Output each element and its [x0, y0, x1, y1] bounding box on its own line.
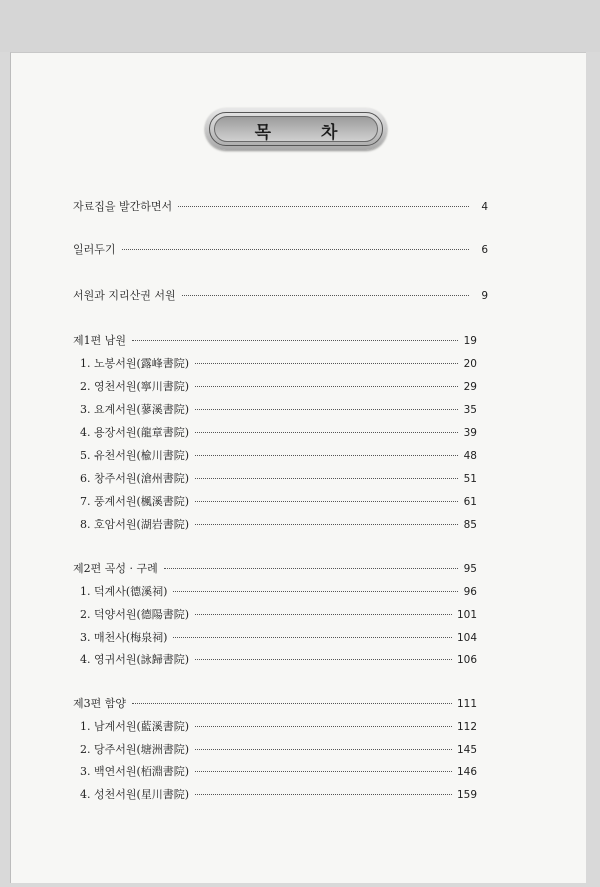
toc-label: 6. 창주서원(滄州書院): [80, 472, 190, 485]
toc-page-number: 6: [481, 244, 488, 256]
dot-leader: [164, 568, 458, 569]
toc-page-number: 48: [463, 450, 477, 462]
toc-label: 1. 남계서원(藍溪書院): [80, 720, 190, 733]
toc-page-number: 96: [463, 586, 477, 598]
toc-entry[interactable]: [73, 289, 488, 303]
toc-page-number: 85: [463, 519, 477, 531]
toc-entry[interactable]: [80, 518, 477, 532]
dot-leader: [195, 614, 452, 615]
toc-entry[interactable]: [80, 720, 477, 734]
toc-label: 서원과 지리산권 서원: [73, 289, 176, 302]
dot-leader: [178, 206, 469, 207]
toc-entry[interactable]: [80, 495, 477, 509]
toc-page-number: 29: [463, 381, 477, 393]
dot-leader: [195, 363, 458, 364]
toc-page-number: 4: [481, 201, 488, 213]
toc-entry[interactable]: [80, 653, 477, 667]
toc-page-number: 146: [456, 766, 477, 778]
toc-page-number: 111: [456, 698, 477, 710]
toc-label: 2. 덕양서원(德陽書院): [80, 608, 190, 621]
dot-leader: [195, 409, 458, 410]
dot-leader: [195, 478, 458, 479]
dot-leader: [195, 501, 458, 502]
toc-label: 5. 유천서원(楡川書院): [80, 449, 190, 462]
toc-label: 제1편 남원: [73, 334, 126, 347]
toc-label: 1. 덕계사(德溪祠): [80, 585, 168, 598]
toc-page-number: 19: [463, 335, 477, 347]
toc-label: 3. 요계서원(蓼溪書院): [80, 403, 190, 416]
toc-label: 2. 영천서원(寧川書院): [80, 380, 190, 393]
toc-label: 2. 당주서원(塘洲書院): [80, 743, 190, 756]
toc-entry[interactable]: [80, 357, 477, 371]
toc-label: 3. 매천사(梅泉祠): [80, 631, 168, 644]
dot-leader: [195, 524, 458, 525]
toc-entry[interactable]: [73, 243, 488, 257]
toc-title-badge: [205, 108, 387, 150]
toc-page-number: 51: [463, 473, 477, 485]
toc-entry[interactable]: [80, 449, 477, 463]
toc-entry[interactable]: [80, 403, 477, 417]
toc-label: 1. 노봉서원(露峰書院): [80, 357, 190, 370]
dot-leader: [132, 703, 452, 704]
toc-page-number: 61: [463, 496, 477, 508]
toc-part-heading[interactable]: [73, 697, 477, 711]
dot-leader: [173, 637, 452, 638]
toc-entry[interactable]: [80, 765, 477, 779]
toc-page-number: 9: [481, 290, 488, 302]
page-title: 목 차: [254, 123, 360, 143]
dot-leader: [132, 340, 458, 341]
toc-page-number: 35: [463, 404, 477, 416]
dot-leader: [173, 591, 458, 592]
toc-part-heading[interactable]: [73, 334, 477, 348]
toc-label: 제2편 곡성 · 구례: [73, 562, 158, 575]
toc-part-heading[interactable]: [73, 562, 477, 576]
toc-entry[interactable]: [80, 585, 477, 599]
document-page: [10, 52, 586, 883]
toc-label: 4. 성천서원(星川書院): [80, 788, 190, 801]
toc-entry[interactable]: [80, 788, 477, 802]
toc-label: 일러두기: [73, 243, 116, 256]
toc-label: 제3편 함양: [73, 697, 126, 710]
dot-leader: [195, 794, 452, 795]
toc-page-number: 101: [456, 609, 477, 621]
dot-leader: [195, 386, 458, 387]
dot-leader: [122, 249, 469, 250]
toc-page-number: 159: [456, 789, 477, 801]
toc-page-number: 145: [456, 744, 477, 756]
toc-page-number: 39: [463, 427, 477, 439]
toc-entry[interactable]: [80, 608, 477, 622]
toc-label: 8. 호암서원(湖岩書院): [80, 518, 190, 531]
dot-leader: [195, 432, 458, 433]
toc-label: 3. 백연서원(栢淵書院): [80, 765, 190, 778]
toc-label: 7. 풍계서원(楓溪書院): [80, 495, 190, 508]
toc-entry[interactable]: [80, 743, 477, 757]
toc-page-number: 95: [463, 563, 477, 575]
dot-leader: [195, 771, 452, 772]
toc-entry[interactable]: [80, 380, 477, 394]
dot-leader: [195, 659, 452, 660]
toc-page-number: 104: [456, 632, 477, 644]
toc-label: 4. 용장서원(龍章書院): [80, 426, 190, 439]
toc-entry[interactable]: [80, 631, 477, 645]
toc-entry[interactable]: [80, 426, 477, 440]
dot-leader: [182, 295, 469, 296]
dot-leader: [195, 749, 452, 750]
toc-page-number: 106: [456, 654, 477, 666]
dot-leader: [195, 455, 458, 456]
toc-entry[interactable]: [80, 472, 477, 486]
toc-page-number: 112: [456, 721, 477, 733]
scan-background: [0, 0, 600, 52]
toc-page-number: 20: [463, 358, 477, 370]
toc-label: 자료집을 발간하면서: [73, 200, 173, 213]
dot-leader: [195, 726, 452, 727]
toc-label: 4. 영귀서원(詠歸書院): [80, 653, 190, 666]
toc-entry[interactable]: [73, 200, 488, 214]
